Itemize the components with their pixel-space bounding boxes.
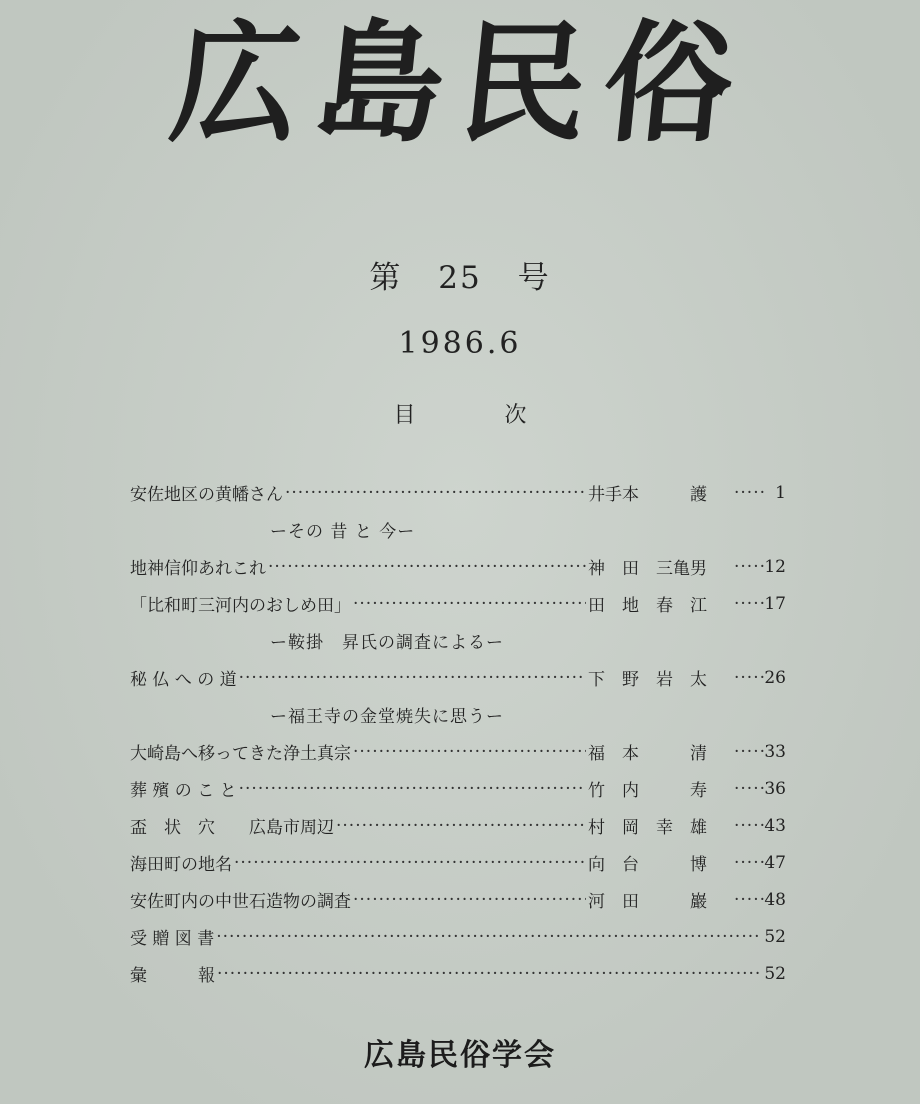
dot-leader	[353, 594, 586, 614]
toc-entry-title: 受 贈 図 書	[130, 929, 215, 949]
dot-leader	[234, 853, 586, 873]
toc-entry-title: 海田町の地名	[130, 855, 232, 875]
toc-heading: 目 次	[393, 403, 527, 428]
dot-leader	[239, 668, 586, 688]
dot-leader	[734, 557, 764, 577]
toc-entry-page: 12	[764, 556, 786, 577]
dot-leader	[734, 483, 764, 503]
toc-entry-page: 52	[764, 926, 786, 947]
dot-leader	[216, 927, 762, 947]
publisher: 広島民俗学会	[364, 1038, 556, 1073]
toc-entry-page: 52	[764, 963, 786, 984]
toc-entry-author: 河 田 巖	[588, 892, 707, 912]
toc-entry-title: 安佐町内の中世石造物の調査	[130, 892, 351, 912]
dot-leader	[336, 816, 586, 836]
toc-entry-page: 17	[764, 593, 786, 614]
toc-entry	[130, 770, 786, 807]
toc-entry-title: 葬 殯 の こ と	[130, 781, 237, 801]
dot-leader	[734, 816, 764, 836]
toc-entry-author: 向 台 博	[588, 855, 707, 875]
toc-entry	[130, 844, 786, 881]
toc-entry-title: 「比和町三河内のおしめ田」	[130, 596, 351, 616]
toc-entry	[130, 585, 786, 622]
dot-leader	[734, 594, 764, 614]
toc-entry-author: 神 田 三亀男	[588, 559, 707, 579]
dot-leader	[353, 890, 586, 910]
toc-entry-page: 36	[764, 778, 786, 799]
journal-title: 広島民俗	[164, 7, 756, 161]
toc-entry-author: 福 本 清	[588, 744, 707, 764]
toc-entry-title: 大崎島へ移ってきた浄土真宗	[130, 744, 351, 764]
toc-entry-page: 1	[775, 482, 786, 503]
toc-entry-page: 26	[764, 667, 786, 688]
dot-leader	[217, 964, 762, 984]
toc-entry-page: 43	[764, 815, 786, 836]
dot-leader	[239, 779, 586, 799]
toc-entry-author: 井手本 護	[588, 485, 707, 505]
toc-entry-page: 47	[764, 852, 786, 873]
toc-entry-title: 地神信仰あれこれ	[130, 559, 266, 579]
toc-subtitle: ー福王寺の金堂焼失に思うー	[270, 707, 504, 727]
table-of-contents	[130, 474, 786, 992]
toc-entry-page: 33	[764, 741, 786, 762]
toc-entry	[130, 881, 786, 918]
toc-entry-author: 田 地 春 江	[588, 596, 707, 616]
dot-leader	[268, 557, 586, 577]
dot-leader	[734, 890, 764, 910]
toc-entry-author: 竹 内 寿	[588, 781, 707, 801]
toc-subtitle: ーその 昔 と 今ー	[270, 522, 416, 542]
toc-entry	[130, 659, 786, 696]
dot-leader	[734, 742, 764, 762]
toc-subtitle: ー鞍掛 昇氏の調査によるー	[270, 633, 504, 653]
issue-number: 第 25 号	[369, 260, 551, 296]
toc-entry	[130, 733, 786, 770]
toc-entry	[130, 807, 786, 844]
toc-entry-author: 村 岡 幸 雄	[588, 818, 707, 838]
toc-entry	[130, 955, 786, 992]
dot-leader	[734, 779, 764, 799]
dot-leader	[734, 668, 764, 688]
toc-entry-title: 秘 仏 へ の 道	[130, 670, 237, 690]
toc-entry	[130, 918, 786, 955]
toc-entry	[130, 474, 786, 511]
issue-date: 1986.6	[398, 326, 522, 361]
toc-entry-page: 48	[764, 889, 786, 910]
dot-leader	[353, 742, 586, 762]
toc-entry-title: 盃 状 穴 広島市周辺	[130, 818, 334, 838]
toc-entry-title: 彙 報	[130, 966, 215, 986]
dot-leader	[734, 853, 764, 873]
toc-entry	[130, 548, 786, 585]
toc-entry-author: 下 野 岩 太	[588, 670, 707, 690]
dot-leader	[285, 483, 586, 503]
toc-entry-title: 安佐地区の黄幡さん	[130, 485, 283, 505]
